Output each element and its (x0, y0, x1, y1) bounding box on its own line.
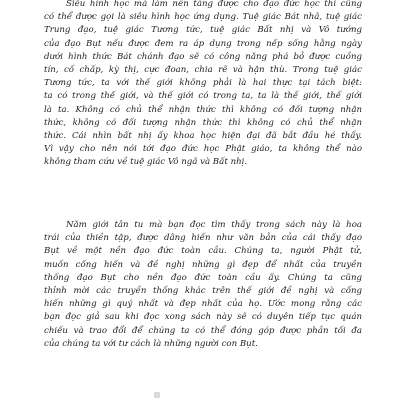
text-line: hiến những gì quý nhất và đẹp nhất của họ. Ước mong rằng các (44, 299, 362, 310)
page-mark (154, 392, 160, 398)
text-line: thức, không có đối tượng nhận thức thì không có chủ thể nhận (44, 117, 362, 128)
text-line: trái của thiền tập, được dâng hiến như văn bản của cái thấy đạo (44, 233, 362, 244)
text-line: thỉnh mời các truyền thống khác trên thế giới đề nghị và cống (44, 286, 362, 297)
text-line: Tương tức, ta với thế giới không phải là hai thực tại tách biệt: (44, 78, 362, 89)
text-line: Vì vậy cho nên nói tới đạo đức học Phật giáo, ta không thể nào (44, 144, 362, 155)
text-line: Trung đạo, tuệ giác Tương tức, tuệ giác Bất nhị và Vô tướng (44, 25, 362, 36)
text-line: ta có trong thế giới, và thế giới có trong ta, ta là thế giới, thế giới (44, 91, 362, 102)
text-line: chiếu và trao đổi để chúng ta có thể đóng góp được phần tối đa (44, 325, 362, 336)
paragraph-2 (44, 219, 362, 351)
text-line: không tham cứu về tuệ giác Vô ngã và Bất nhị. (44, 157, 248, 168)
text-line: tín, cố chấp, kỳ thị, cực đoan, chia rẽ và hận thù. Trong tuệ giác (44, 65, 362, 76)
text-line: của chúng ta với tư cách là những người con Bụt. (44, 338, 258, 349)
text-line: bạn đọc giả sau khi đọc xong sách này sẽ có duyên tiếp tục quán (44, 312, 362, 323)
text-line: Siêu hình học mà làm nền tảng được cho đạo đức học thì cũng (66, 0, 362, 9)
text-line: Bụt về một nền đạo đức toàn cầu. Chúng ta, người Phật tử, (44, 246, 362, 257)
text-line: dưới hình thức Bát chánh đạo sẽ có công năng phá bỏ được cuồng (44, 51, 362, 62)
text-line: Năm giới tân tu mà bạn đọc tìm thấy trong sách này là hoa (66, 220, 362, 230)
text-line: thống đạo Bụt cho nền đạo đức toàn cầu ấy. Chúng ta cũng (44, 272, 362, 283)
text-line: của đạo Bụt nếu được đem ra áp dụng trong nếp sống hằng ngày (44, 38, 362, 49)
text-line: thức. Cái nhìn bất nhị ấy khoa học hiện đại đã bắt đầu hé thấy. (44, 131, 362, 142)
text-line: là ta. Không có chủ thể nhận thức thì không có đối tượng nhận (44, 104, 362, 115)
text-line: có thể được gọi là siêu hình học ứng dụng. Tuệ giác Bát nhã, tuệ giác (44, 12, 362, 23)
text-line: muốn cống hiến và đề nghị những gì đẹp để nhất của truyền (44, 259, 362, 270)
paragraph-1 (44, 0, 362, 170)
